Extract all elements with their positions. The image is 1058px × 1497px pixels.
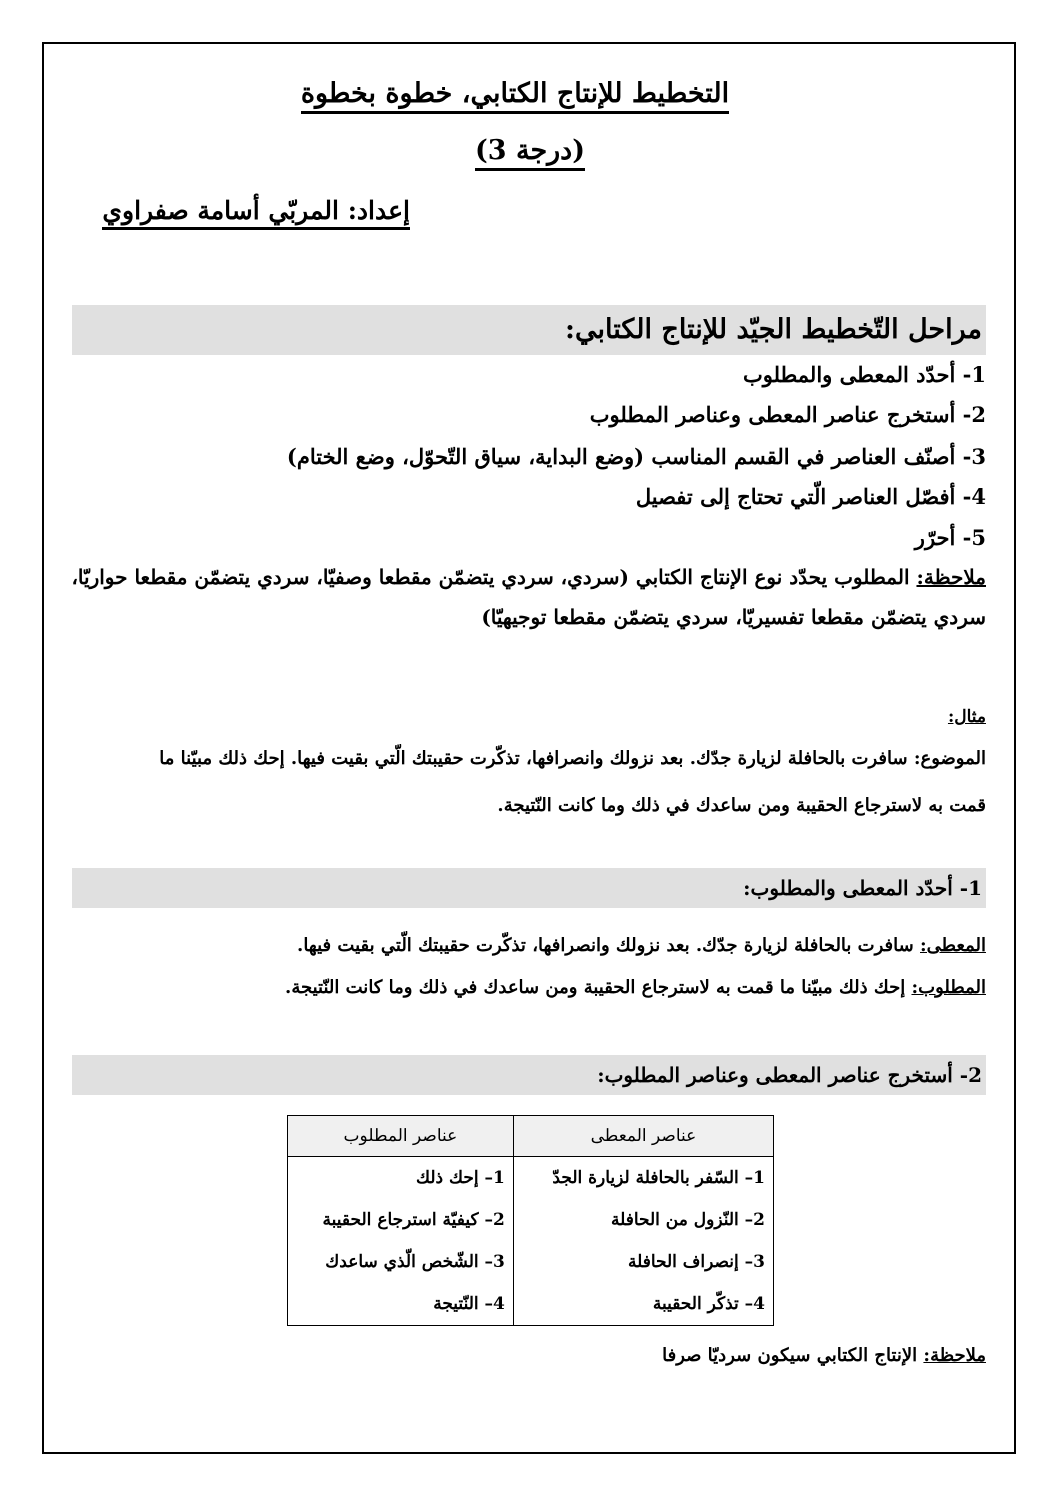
elements-table <box>287 1115 774 1326</box>
table-cell: 1– إحك ذلك <box>288 1157 514 1200</box>
level-subtitle <box>430 135 630 166</box>
topic-label: الموضوع: <box>913 748 986 769</box>
step1-heading: 1- أحدّد المعطى والمطلوب: <box>72 868 986 908</box>
step2-note <box>72 1345 986 1366</box>
author-line <box>70 196 410 225</box>
given-label: المعطى: <box>920 935 986 956</box>
stage-item: 3- أصنّف العناصر في القسم المناسب (وضع البداية، سياق التّحوّل، وضع الختام) <box>286 444 986 469</box>
stages-note <box>72 565 986 589</box>
table-cell: 3– الشّخص الّذي ساعدك <box>288 1241 514 1283</box>
column-header: عناصر المعطى <box>513 1116 773 1157</box>
table-cell: 4– تذكّر الحقيبة <box>513 1283 773 1326</box>
stage-item: 4- أفصّل العناصر الّتي تحتاج إلى تفصيل <box>635 484 986 509</box>
note-text: المطلوب يحدّد نوع الإنتاج الكتابي (سردي، سردي يتضمّن مقطعا وصفيّا، سردي يتضمّن مقطعا حواريّا، <box>71 565 917 589</box>
stage-item: 1- أحدّد المعطى والمطلوب <box>742 362 986 387</box>
column-header: عناصر المطلوب <box>288 1116 514 1157</box>
example-label <box>72 707 986 727</box>
stage-item: 5- أحرّر <box>914 525 986 550</box>
stage-item: 2- أستخرج عناصر المعطى وعناصر المطلوب <box>589 402 986 427</box>
table-row <box>288 1157 774 1200</box>
topic-line-cont: قمت به لاسترجاع الحقيبة ومن ساعدك في ذلك وما كانت النّتيجة. <box>497 795 986 816</box>
required-text: إحك ذلك مبيّنا ما قمت به لاسترجاع الحقيبة ومن ساعدك في ذلك وما كانت النّتيجة. <box>285 977 912 998</box>
stages-note-cont: سردي يتضمّن مقطعا تفسيريّا، سردي يتضمّن مقطعا توجيهيّا) <box>481 605 986 629</box>
table-cell: 2– كيفيّة استرجاع الحقيبة <box>288 1199 514 1241</box>
table-row <box>288 1241 774 1283</box>
required-label: المطلوب: <box>911 977 986 998</box>
topic-text: سافرت بالحافلة لزيارة جدّك. بعد نزولك وانصرافها، تذكّرت حقيبتك الّتي بقيت فيها. إحك ذلك مبيّنا ما <box>159 748 914 769</box>
author-text: إعداد: المربّي أسامة صفراوي <box>102 196 410 230</box>
stages-heading: مراحل التّخطيط الجيّد للإنتاج الكتابي: <box>72 305 986 355</box>
table-cell: 3– إنصراف الحافلة <box>513 1241 773 1283</box>
document-title <box>300 78 730 109</box>
example-label-text: مثال: <box>947 707 986 727</box>
given-line <box>72 935 986 956</box>
table-cell: 2– النّزول من الحافلة <box>513 1199 773 1241</box>
step2-note-text: الإنتاج الكتابي سيكون سرديّا صرفا <box>662 1345 924 1366</box>
step2-note-label: ملاحظة: <box>923 1345 986 1366</box>
table-row <box>288 1283 774 1326</box>
table-cell: 1– السّفر بالحافلة لزيارة الجدّ <box>513 1157 773 1200</box>
level-text: (درجة 3) <box>475 135 585 171</box>
note-label: ملاحظة: <box>916 565 986 589</box>
given-text: سافرت بالحافلة لزيارة جدّك. بعد نزولك وانصرافها، تذكّرت حقيبتك الّتي بقيت فيها. <box>297 935 920 956</box>
required-line <box>72 977 986 998</box>
table-row <box>288 1199 774 1241</box>
topic-line <box>72 748 986 769</box>
title-text: التخطيط للإنتاج الكتابي، خطوة بخطوة <box>301 78 729 114</box>
step2-heading: 2- أستخرج عناصر المعطى وعناصر المطلوب: <box>72 1055 986 1095</box>
table-cell: 4– النّتيجة <box>288 1283 514 1326</box>
